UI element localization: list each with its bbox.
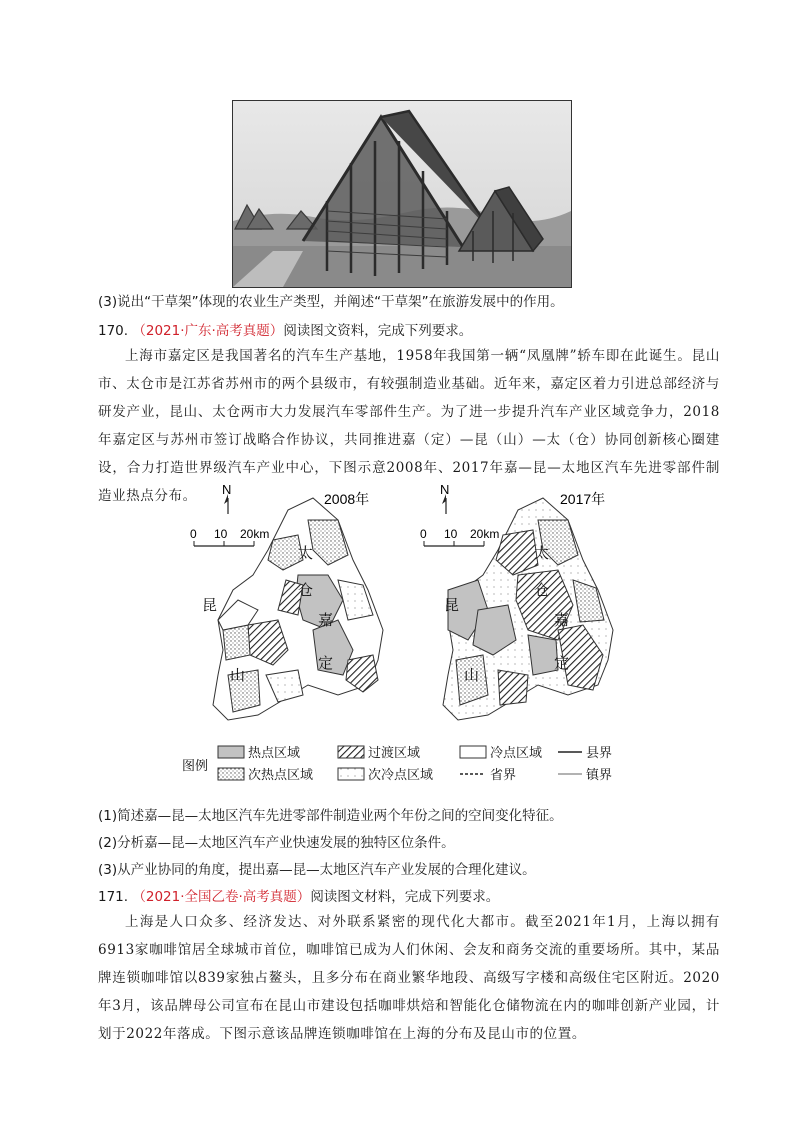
map-2008-year: 2008年 <box>324 491 370 507</box>
map-2017-label-shan: 山 <box>464 667 480 684</box>
legend-hot: 热点区域 <box>248 745 301 760</box>
question-169-part-3: (3)说出“干草架”体现的农业生产类型，并阐述“干草架”在旅游发展中的作用。 <box>98 294 564 310</box>
map-2017-label-cang: 仓 <box>534 582 550 599</box>
question-instruction: 阅读图文材料，完成下列要求。 <box>310 889 500 905</box>
legend-sub-hot-swatch <box>218 768 244 780</box>
map-2017-label-kun: 昆 <box>444 597 460 614</box>
legend-hot-swatch <box>218 746 244 758</box>
question-171-material: 上海是人口众多、经济发达、对外联系紧密的现代化大都市。截至2021年1月，上海以拥有6913家咖啡馆居全球城市首位，咖啡馆已成为人们休闲、会友和商务交流的重要场所。其中，某品牌连锁咖啡馆以839家独占鳌头，且多分布在商业繁华地段、高级写字楼和高级住宅区附近。2020年3月，该品牌母公司宣布在昆山市建设包括咖啡烘焙和智能化仓储物流在内的咖啡创新产业园，计划于2022年落成。下图示意该品牌连锁咖啡馆在上海的分布及昆山市的位置。 <box>98 914 720 1042</box>
map-2017 <box>443 498 613 720</box>
map-2008-scale-bar <box>194 541 254 546</box>
map-2017-scale-10: 10 <box>444 527 458 541</box>
map-2008-scale-20km: 20km <box>240 527 270 541</box>
question-170-part-2: (2)分析嘉—昆—太地区汽车产业快速发展的独特区位条件。 <box>98 835 455 851</box>
question-171-header <box>98 887 499 907</box>
legend-sub-cold-swatch <box>338 768 364 780</box>
legend-transition: 过渡区域 <box>368 745 421 760</box>
question-170-part-3: (3)从产业协同的角度，提出嘉—昆—太地区汽车产业发展的合理化建议。 <box>98 862 536 878</box>
map-2017-scale-20km: 20km <box>470 527 500 541</box>
question-170-header <box>98 321 472 341</box>
map-2008-label-tai: 太 <box>298 545 314 562</box>
map-2008-north-label: N <box>222 482 232 497</box>
question-number: 170. <box>98 323 129 339</box>
legend-cold: 冷点区域 <box>490 745 543 760</box>
legend-county-boundary: 县界 <box>586 745 613 760</box>
legend-transition-swatch <box>338 746 364 758</box>
legend-sub-hot: 次热点区域 <box>248 767 314 782</box>
map-2017-north-arrow <box>442 494 446 514</box>
map-2008-label-cang: 仓 <box>298 582 314 599</box>
map-2008-label-shan: 山 <box>230 667 246 684</box>
map-2008-scale-0: 0 <box>190 527 197 541</box>
legend-title: 图例 <box>182 758 209 773</box>
map-2008-label-ding: 定 <box>318 655 334 672</box>
question-instruction: 阅读图文资料，完成下列要求。 <box>283 323 473 339</box>
map-2017-label-tai: 太 <box>534 545 550 562</box>
map-2017-year: 2017年 <box>560 491 606 507</box>
map-2017-label-jia: 嘉 <box>554 612 570 629</box>
map-2017-scale-0: 0 <box>420 527 427 541</box>
question-170-part-1: (1)简述嘉—昆—太地区汽车先进零部件制造业两个年份之间的空间变化特征。 <box>98 808 563 824</box>
legend-province-boundary: 省界 <box>490 767 517 782</box>
question-170-material: 上海市嘉定区是我国著名的汽车生产基地，1958年我国第一辆“凤凰牌”轿车即在此诞生。昆山市、太仓市是江苏省苏州市的两个县级市，有较强制造业基础。近年来，嘉定区着力引进总部经济与研发产业，昆山、太仓两市大力发展汽车零部件生产。为了进一步提升汽车产业区域竞争力，2018年嘉定区与苏州市签订战略合作协议，共同推进嘉（定）—昆（山）—太（仓）协同创新核心圈建设，合力打造世界级汽车产业中心，下图示意2008年、2017年嘉—昆—太地区汽车先进零部件制造业热点分布。 <box>98 348 720 504</box>
map-2008-label-kun: 昆 <box>202 597 218 614</box>
map-2008 <box>213 498 383 720</box>
map-2017-scale-bar <box>424 541 484 546</box>
map-2017-label-ding: 定 <box>554 655 570 672</box>
map-2008-scale-10: 10 <box>214 527 228 541</box>
map-2017-north-label: N <box>440 482 450 497</box>
map-legend <box>182 745 612 782</box>
legend-sub-cold: 次冷点区域 <box>368 767 434 782</box>
hay-rack-photo <box>232 100 572 288</box>
hotspot-maps-figure <box>178 480 628 790</box>
question-source: （2021·广东·高考真题） <box>132 323 284 339</box>
question-source: （2021·全国乙卷·高考真题） <box>132 889 311 905</box>
legend-town-boundary: 镇界 <box>586 767 613 782</box>
legend-cold-swatch <box>460 746 486 758</box>
question-number: 171. <box>98 889 129 905</box>
map-2008-north-arrow <box>224 494 228 514</box>
map-2008-label-jia: 嘉 <box>318 612 334 629</box>
